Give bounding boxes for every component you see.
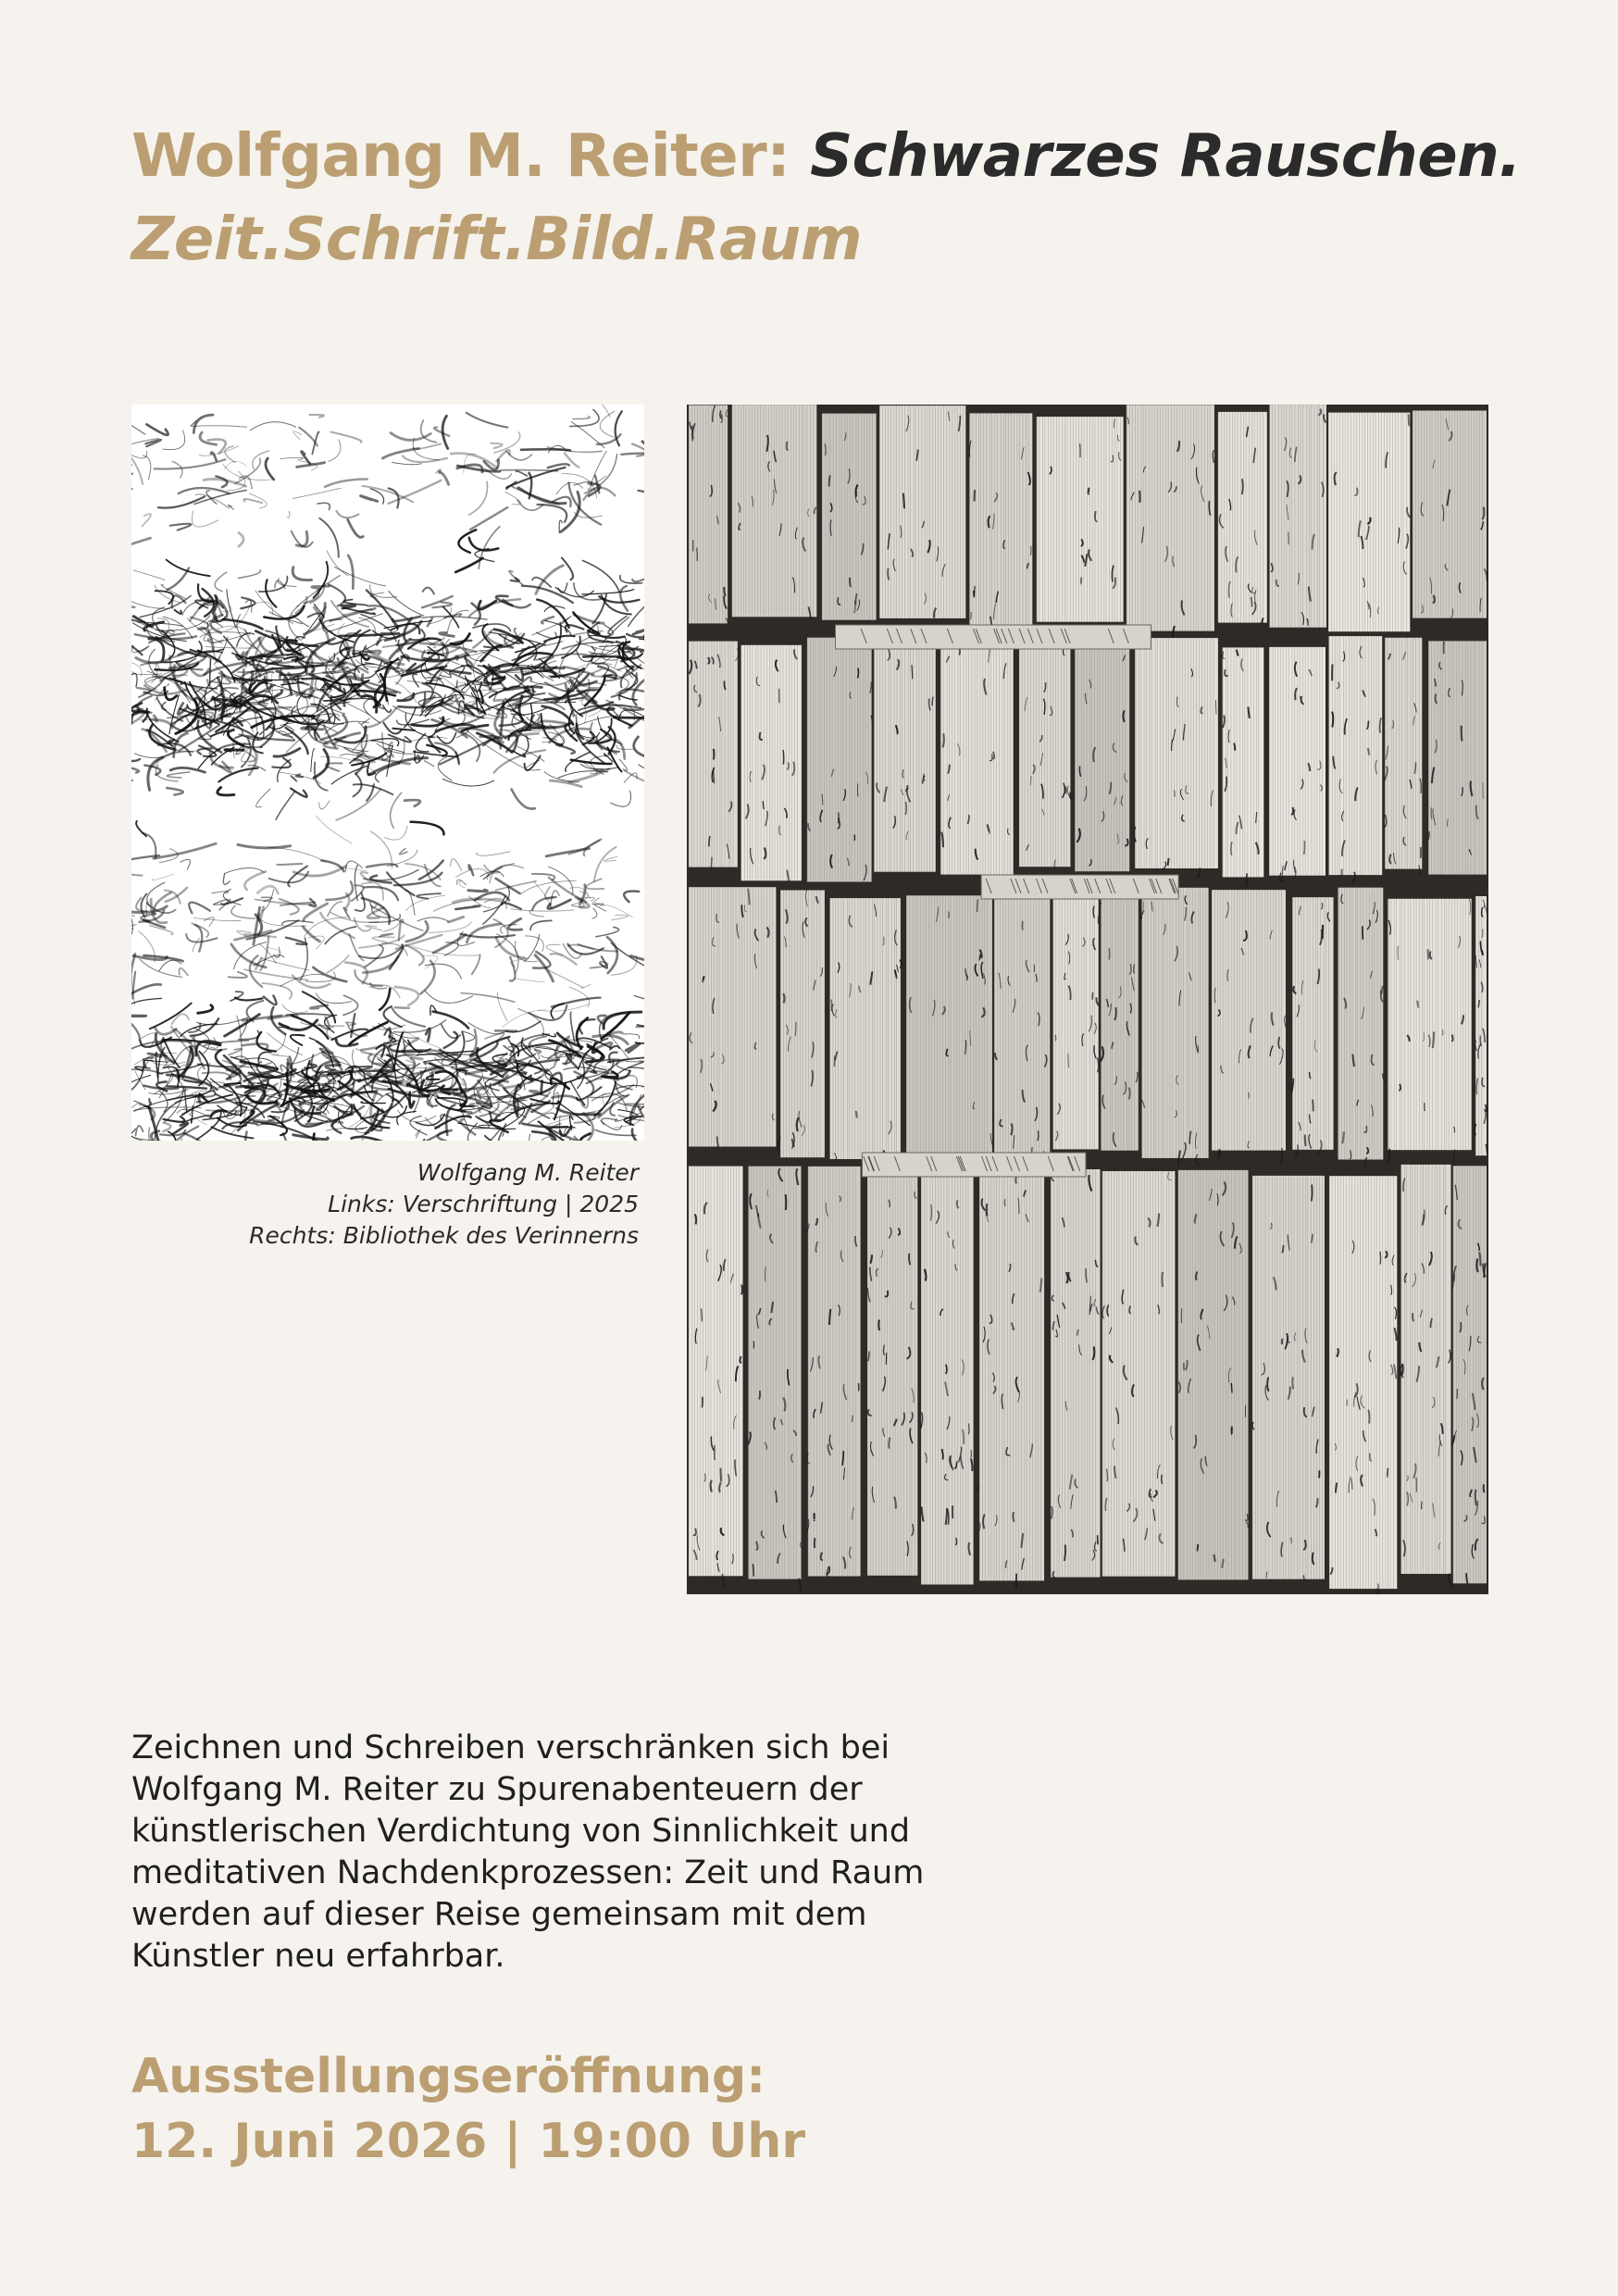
description-line: Zeichnen und Schreiben verschränken sich bei — [131, 1729, 890, 1766]
caption-right-work: Rechts: Bibliothek des Verinnerns — [249, 1222, 639, 1249]
description-line: meditativen Nachdenkprozessen: Zeit und Raum — [131, 1854, 925, 1891]
caption-artist: Wolfgang M. Reiter — [417, 1159, 639, 1186]
page-title — [131, 122, 1521, 191]
opening-label: Ausstellungseröffnung: — [131, 2049, 765, 2104]
description-line: Künstler neu erfahrbar. — [131, 1938, 505, 1975]
description-text — [131, 1728, 1057, 1978]
artwork-caption — [131, 1157, 639, 1252]
description-line: Wolfgang M. Reiter zu Spurenabenteuern der — [131, 1771, 863, 1808]
description-line: künstlerischen Verdichtung von Sinnlichkeit und — [131, 1813, 911, 1850]
opening-datetime: 12. Juni 2026 | 19:00 Uhr — [131, 2114, 805, 2169]
exhibition-subtitle: Zeit.Schrift.Bild.Raum — [131, 206, 862, 274]
description-line: werden auf dieser Reise gemeinsam mit dem — [131, 1896, 867, 1933]
artist-name: Wolfgang M. Reiter: — [131, 122, 790, 191]
artwork-ink-drawing — [131, 405, 644, 1141]
caption-left-work: Links: Verschriftung | 2025 — [328, 1191, 639, 1217]
opening-info — [131, 2044, 805, 2174]
artwork-paper-stacks — [687, 405, 1488, 1594]
exhibition-title: Schwarzes Rauschen. — [810, 122, 1521, 191]
